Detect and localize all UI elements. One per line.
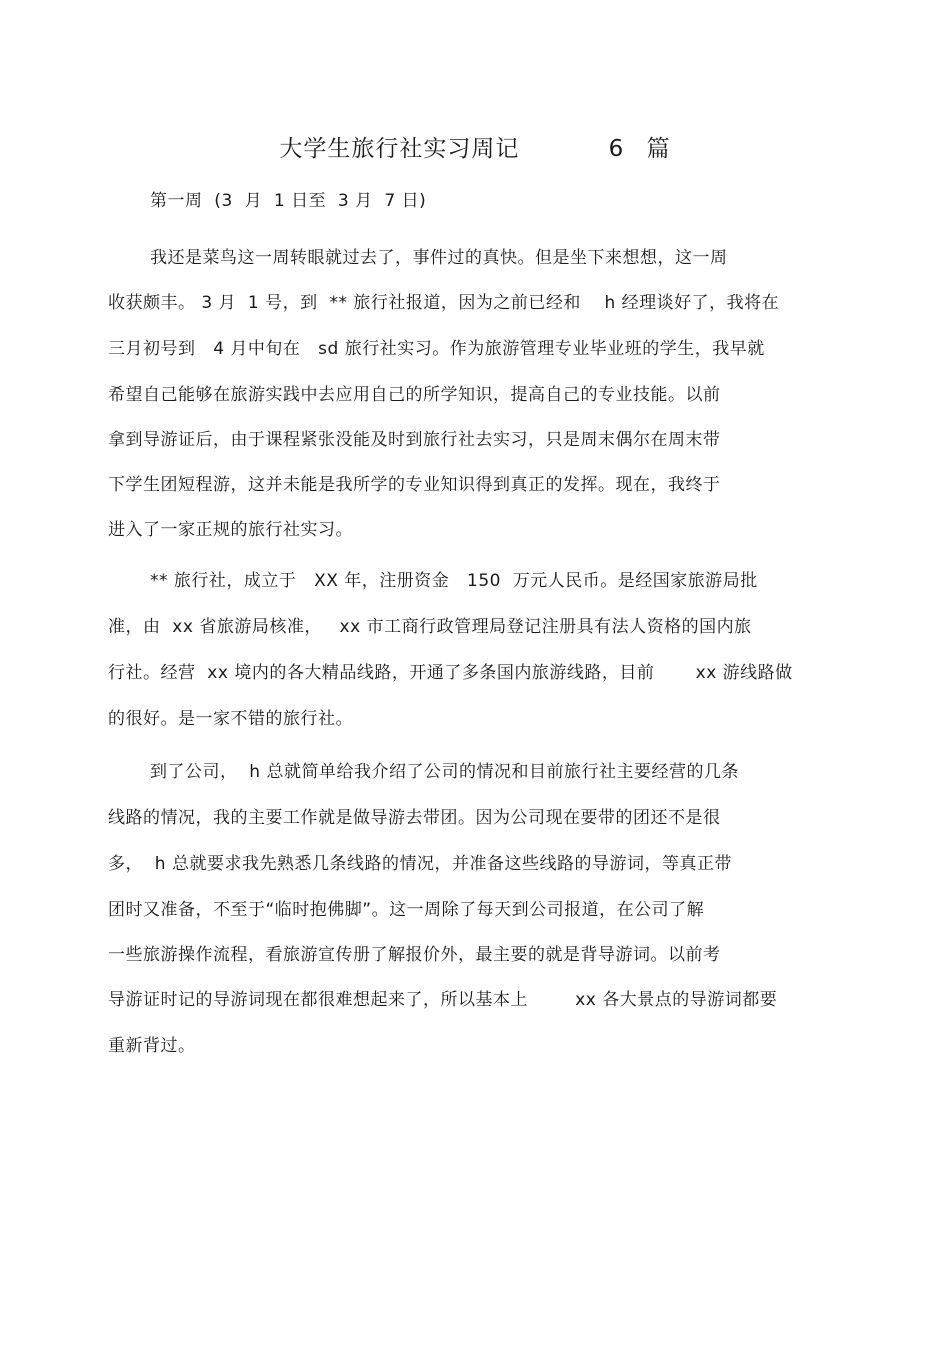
paragraph-1-line-7: 进入了一家正规的旅行社实习。 <box>108 520 353 540</box>
paragraph-3-line-6: 导游证时记的导游词现在都很难想起来了，所以基本上 xx 各大景点的导游词都要 <box>108 990 778 1010</box>
paragraph-1-line-3: 三月初号到 4 月中旬在 sd 旅行社实习。作为旅游管理专业毕业班的学生，我早就 <box>108 339 765 359</box>
paragraph-1-line-1: 我还是菜鸟这一周转眼就过去了，事件过的真快。但是坐下来想想，这一周 <box>150 248 728 268</box>
paragraph-1-line-4: 希望自己能够在旅游实践中去应用自己的所学知识，提高自己的专业技能。以前 <box>108 385 721 405</box>
paragraph-2-line-1: ** 旅行社，成立于 XX 年，注册资金 150 万元人民币。是经国家旅游局批 <box>150 571 758 591</box>
paragraph-1-line-6: 下学生团短程游，这并未能是我所学的专业知识得到真正的发挥。现在，我终于 <box>108 475 721 495</box>
week-heading: 第一周 (3 月 1 日至 3 月 7 日) <box>150 191 427 211</box>
paragraph-3-line-4: 团时又准备，不至于“临时抱佛脚”。这一周除了每天到公司报道，在公司了解 <box>108 900 705 920</box>
paragraph-1-line-5: 拿到导游证后，由于课程紧张没能及时到旅行社去实习，只是周末偶尔在周末带 <box>108 430 721 450</box>
paragraph-3-line-2: 线路的情况，我的主要工作就是做导游去带团。因为公司现在要带的团还不是很 <box>108 808 721 828</box>
paragraph-2-line-2: 准，由 xx 省旅游局核准， xx 市工商行政管理局登记注册具有法人资格的国内旅 <box>108 617 752 637</box>
document-title: 大学生旅行社实习周记 6 篇 <box>279 136 671 162</box>
paragraph-3-line-1: 到了公司， h 总就简单给我介绍了公司的情况和目前旅行社主要经营的几条 <box>150 762 739 782</box>
paragraph-3-line-7: 重新背过。 <box>108 1036 196 1056</box>
paragraph-1-line-2: 收获颇丰。 3 月 1 号，到 ** 旅行社报道，因为之前已经和 h 经理谈好了，我将在 <box>108 293 780 313</box>
paragraph-3-line-5: 一些旅游操作流程，看旅游宣传册了解报价外，最主要的就是背导游词。以前考 <box>108 945 721 965</box>
paragraph-2-line-3: 行社。经营 xx 境内的各大精品线路，开通了多条国内旅游线路，目前 xx 游线路做 <box>108 663 793 683</box>
paragraph-3-line-3: 多， h 总就要求我先熟悉几条线路的情况，并准备这些线路的导游词，等真正带 <box>108 854 732 874</box>
paragraph-2-line-4: 的很好。是一家不错的旅行社。 <box>108 709 353 729</box>
